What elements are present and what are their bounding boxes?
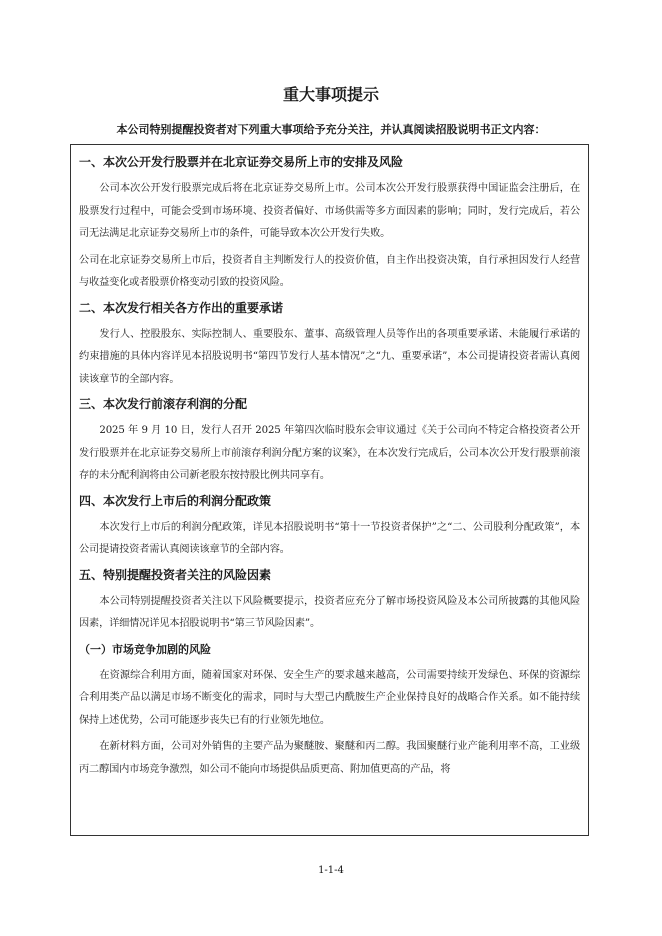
section-4	[79, 492, 580, 562]
section-1-paragraph-2: 公司在北京证券交易所上市后，投资者自主判断发行人的投资价值，自主作出投资决策，自行承担因发行人经营与收益变化或者股票价格变动引致的投资风险。	[79, 254, 580, 288]
section-5-heading: 五、特别提醒投资者关注的风险因素	[79, 567, 272, 582]
section-3	[79, 395, 580, 488]
section-5	[79, 566, 580, 782]
section-1-heading: 一、本次公开发行股票并在北京证券交易所上市的安排及风险	[79, 155, 404, 169]
section-2-heading: 二、本次发行相关各方作出的重要承诺	[79, 300, 284, 315]
section-4-paragraph-1: 本次发行上市后的利润分配政策，详见本招股说明书“第十一节投资者保护”之“二、公司股利分配政策”，本公司提请投资者需认真阅读该章节的全部内容。	[79, 521, 580, 555]
section-4-heading: 四、本次发行上市后的利润分配政策	[79, 493, 272, 508]
section-2-paragraph-1: 发行人、控股股东、实际控制人、重要股东、董事、高级管理人员等作出的各项重要承诺、未能履行承诺的约束措施的具体内容详见本招股说明书“第四节发行人基本情况”之“九、重要承诺”，本公司提请投资者需认真阅读该章节的全部内容。	[79, 328, 580, 385]
section-1	[79, 153, 580, 295]
intro-notice: 本公司特别提醒投资者对下列重大事项给予充分关注，并认真阅读招股说明书正文内容：	[116, 123, 546, 136]
subsection-paragraph-1: 在资源综合利用方面，随着国家对环保、安全生产的要求越来越高，公司需要持续开发绿色、环保的资源综合利用类产品以满足市场不断变化的需求，同时与大型己内酰胺生产企业保持良好的战略合作关系。如不能持续保持上述优势，公司可能逐步丧失已有的行业领先地位。	[79, 669, 580, 726]
page-number: 1-1-4	[318, 865, 344, 876]
section-3-heading: 三、本次发行前滚存利润的分配	[79, 397, 248, 411]
content-box	[70, 144, 589, 836]
section-5-paragraph-1: 本公司特别提醒投资者关注以下风险概要提示，投资者应充分了解市场投资风险及本公司所披露的其他风险因素，详细情况详见本招股说明书“第三节风险因素”。	[79, 595, 580, 629]
subsection-heading: （一）市场竞争加剧的风险	[79, 642, 211, 656]
section-3-paragraph-1: 2025 年 9 月 10 日，发行人召开 2025 年第四次临时股东会审议通过《关于公司向不特定合格投资者公开发行股票并在北京证券交易所上市前滚存利润分配方案的议案》，在本次发行完成后，公司本次公开发行股票前滚存的未分配利润将由公司新老股东按持股比例共同享有。	[79, 425, 580, 481]
subsection-market-competition	[79, 642, 580, 782]
section-1-paragraph-1: 公司本次公开发行股票完成后将在北京证券交易所上市。公司本次公开发行股票获得中国证监会注册后，在股票发行过程中，可能会受到市场环境、投资者偏好、市场供需等多方面因素的影响；同时，发行完成后，若公司无法满足北京证券交易所上市的条件，可能导致本次公开发行失败。	[79, 183, 580, 239]
section-2	[79, 299, 580, 392]
subsection-paragraph-2: 在新材料方面，公司对外销售的主要产品为聚醚胺、聚醚和丙二醇。我国聚醚行业产能利用率不高，工业级丙二醇国内市场竞争激烈，如公司不能向市场提供品质更高、附加值更高的产品，将	[79, 741, 580, 775]
page-title: 重大事项提示	[282, 85, 379, 104]
